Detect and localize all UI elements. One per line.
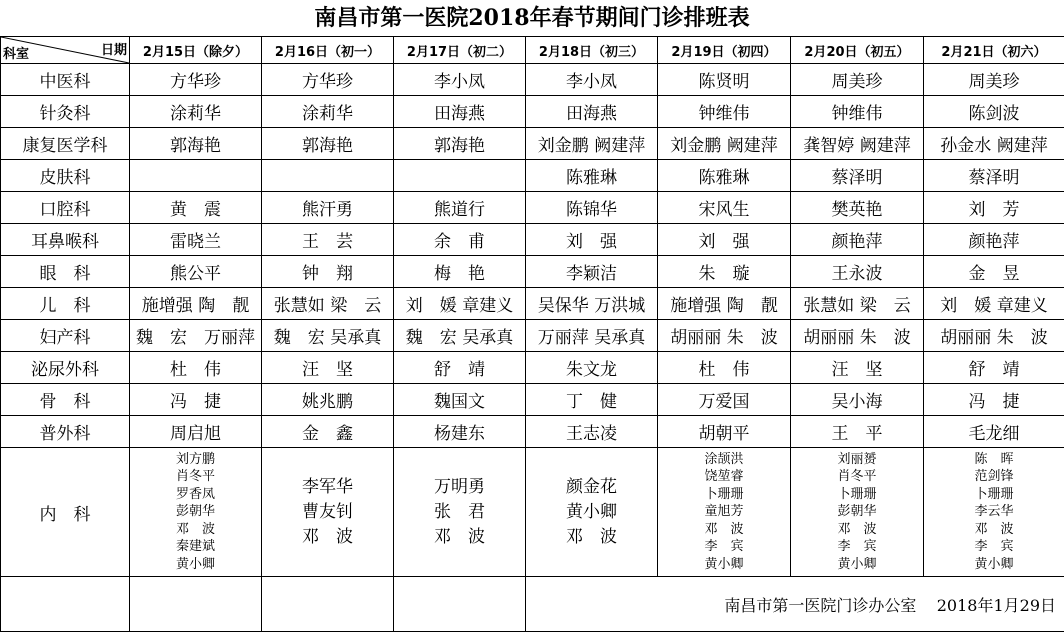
date-header: 2月19日（初四） <box>658 37 791 64</box>
doctor-name: 李 宾 <box>837 539 877 555</box>
doctor-name: 邓 波 <box>837 521 877 537</box>
doctor-name: 童旭芳 <box>704 504 744 520</box>
duty-cell: 陈雅琳 <box>526 160 658 192</box>
empty-cell <box>262 577 394 632</box>
duty-cell: 余 甫 <box>394 224 526 256</box>
table-row <box>1 224 1064 256</box>
dept-name: 中医科 <box>1 64 130 96</box>
duty-cell: 涂莉华 <box>262 96 394 128</box>
duty-cell: 吴小海 <box>791 384 924 416</box>
dept-name: 口腔科 <box>1 192 130 224</box>
doctor-name: 彭朝华 <box>175 504 215 520</box>
date-header: 2月17日（初二） <box>394 37 526 64</box>
duty-cell: 汪 坚 <box>791 352 924 384</box>
duty-cell: 张慧如 梁 云 <box>791 288 924 320</box>
duty-cell: 毛龙细 <box>924 416 1064 448</box>
duty-cell <box>924 448 1064 577</box>
doctor-name: 邓 波 <box>974 521 1014 537</box>
duty-cell: 吴保华 万洪城 <box>526 288 658 320</box>
duty-cell <box>526 448 658 577</box>
duty-cell: 熊汗勇 <box>262 192 394 224</box>
date-header: 2月21日（初六） <box>924 37 1064 64</box>
duty-cell: 舒 靖 <box>924 352 1064 384</box>
duty-cell: 黄 震 <box>130 192 262 224</box>
dept-name: 康复医学科 <box>1 128 130 160</box>
doctor-name: 张 君 <box>434 501 485 522</box>
table-row <box>1 96 1064 128</box>
corner-cell <box>1 37 130 64</box>
duty-cell: 熊道行 <box>394 192 526 224</box>
doctor-name: 肖冬平 <box>175 469 215 485</box>
duty-cell: 田海燕 <box>394 96 526 128</box>
dept-name: 骨 科 <box>1 384 130 416</box>
footer-office: 南昌市第一医院门诊办公室 <box>724 595 917 615</box>
duty-cell: 魏国文 <box>394 384 526 416</box>
spacer <box>916 596 936 615</box>
doctor-name: 黄小卿 <box>175 556 215 572</box>
duty-cell: 丁 健 <box>526 384 658 416</box>
duty-cell: 郭海艳 <box>262 128 394 160</box>
duty-cell: 陈贤明 <box>658 64 791 96</box>
duty-cell: 万丽萍 吴承真 <box>526 320 658 352</box>
table-row <box>1 64 1064 96</box>
duty-cell: 熊公平 <box>130 256 262 288</box>
duty-cell: 郭海艳 <box>130 128 262 160</box>
duty-cell: 刘 芳 <box>924 192 1064 224</box>
duty-cell: 雷晓兰 <box>130 224 262 256</box>
doctor-name: 黄小卿 <box>974 556 1014 572</box>
duty-cell: 王 平 <box>791 416 924 448</box>
duty-cell: 宋风生 <box>658 192 791 224</box>
duty-cell <box>130 160 262 192</box>
doctor-name: 范剑锋 <box>974 469 1014 485</box>
duty-cell: 万爱国 <box>658 384 791 416</box>
table-row <box>1 192 1064 224</box>
table-row <box>1 384 1064 416</box>
duty-cell: 胡丽丽 朱 波 <box>924 320 1064 352</box>
duty-cell: 王永波 <box>791 256 924 288</box>
dept-name: 妇产科 <box>1 320 130 352</box>
dept-name: 儿 科 <box>1 288 130 320</box>
dept-name: 皮肤科 <box>1 160 130 192</box>
doctor-name: 李 宾 <box>974 539 1014 555</box>
duty-cell: 陈雅琳 <box>658 160 791 192</box>
doctor-name: 刘方鹏 <box>175 451 215 467</box>
duty-cell: 钟维伟 <box>658 96 791 128</box>
doctor-name: 曹友钊 <box>302 501 353 522</box>
duty-cell: 方华珍 <box>130 64 262 96</box>
table-row <box>1 128 1064 160</box>
doctor-name: 邓 波 <box>566 526 617 547</box>
doctor-name: 彭朝华 <box>837 504 877 520</box>
footer-row <box>1 577 1064 632</box>
duty-cell: 胡丽丽 朱 波 <box>791 320 924 352</box>
doctor-name: 万明勇 <box>434 476 485 497</box>
duty-cell: 杜 伟 <box>130 352 262 384</box>
doctor-name: 邓 波 <box>302 526 353 547</box>
duty-cell: 朱文龙 <box>526 352 658 384</box>
footer-date: 2018年1月29日 <box>936 595 1056 615</box>
dept-name: 内 科 <box>1 448 130 577</box>
table-row <box>1 256 1064 288</box>
doctor-name: 黄小卿 <box>837 556 877 572</box>
date-header: 2月20日（初五） <box>791 37 924 64</box>
duty-cell: 郭海艳 <box>394 128 526 160</box>
doctor-name: 卜珊珊 <box>704 486 744 502</box>
duty-cell: 胡丽丽 朱 波 <box>658 320 791 352</box>
duty-cell: 方华珍 <box>262 64 394 96</box>
doctor-name: 秦建斌 <box>175 539 215 555</box>
table-row <box>1 160 1064 192</box>
doctor-name: 卜珊珊 <box>837 486 877 502</box>
table-row <box>1 288 1064 320</box>
doctor-name: 罗香凤 <box>175 486 215 502</box>
duty-cell: 魏 宏 吴承真 <box>262 320 394 352</box>
duty-cell: 朱 璇 <box>658 256 791 288</box>
dept-name: 眼 科 <box>1 256 130 288</box>
duty-cell <box>394 160 526 192</box>
duty-cell: 施增强 陶 靓 <box>130 288 262 320</box>
doctor-name: 李云华 <box>974 504 1014 520</box>
empty-cell <box>130 577 262 632</box>
duty-cell: 金 昱 <box>924 256 1064 288</box>
doctor-name: 饶堃睿 <box>704 469 744 485</box>
doctor-name: 刘丽赟 <box>837 451 877 467</box>
duty-cell: 魏 宏 万丽萍 <box>130 320 262 352</box>
doctor-name: 邓 波 <box>175 521 215 537</box>
duty-cell <box>262 448 394 577</box>
duty-cell: 舒 靖 <box>394 352 526 384</box>
date-header: 2月18日（初三） <box>526 37 658 64</box>
empty-cell <box>394 577 526 632</box>
duty-cell <box>658 448 791 577</box>
doctor-name: 颜金花 <box>566 476 617 497</box>
corner-date-label: 日期 <box>100 43 127 58</box>
duty-cell: 刘金鹏 阙建萍 <box>526 128 658 160</box>
duty-cell: 李小凤 <box>526 64 658 96</box>
duty-cell: 金 鑫 <box>262 416 394 448</box>
dept-name: 泌尿外科 <box>1 352 130 384</box>
duty-cell: 施增强 陶 靓 <box>658 288 791 320</box>
duty-cell: 杨建东 <box>394 416 526 448</box>
doctor-name: 黄小卿 <box>566 501 617 522</box>
duty-cell: 杜 伟 <box>658 352 791 384</box>
duty-cell: 周启旭 <box>130 416 262 448</box>
doctor-name: 李军华 <box>302 476 353 497</box>
duty-cell: 王 芸 <box>262 224 394 256</box>
duty-cell: 刘 强 <box>526 224 658 256</box>
duty-cell: 张慧如 梁 云 <box>262 288 394 320</box>
table-row <box>1 352 1064 384</box>
duty-cell: 姚兆鹏 <box>262 384 394 416</box>
table-row-internal-medicine <box>1 448 1064 577</box>
dept-name: 普外科 <box>1 416 130 448</box>
dept-name: 针灸科 <box>1 96 130 128</box>
doctor-name: 陈 晖 <box>974 451 1014 467</box>
duty-cell <box>130 448 262 577</box>
duty-cell: 陈锦华 <box>526 192 658 224</box>
duty-cell: 钟维伟 <box>791 96 924 128</box>
doctor-name: 卜珊珊 <box>974 486 1014 502</box>
duty-cell: 刘 强 <box>658 224 791 256</box>
duty-cell: 梅 艳 <box>394 256 526 288</box>
duty-cell: 蔡泽明 <box>791 160 924 192</box>
doctor-name: 李 宾 <box>704 539 744 555</box>
duty-cell: 李颖洁 <box>526 256 658 288</box>
empty-cell <box>1 577 130 632</box>
duty-cell: 魏 宏 吴承真 <box>394 320 526 352</box>
doctor-name: 邓 波 <box>704 521 744 537</box>
duty-cell <box>262 160 394 192</box>
doctor-name: 涂颉洪 <box>704 451 744 467</box>
duty-cell: 颜艳萍 <box>924 224 1064 256</box>
duty-cell: 汪 坚 <box>262 352 394 384</box>
duty-cell: 冯 捷 <box>924 384 1064 416</box>
duty-cell: 陈剑波 <box>924 96 1064 128</box>
duty-cell <box>791 448 924 577</box>
duty-cell: 颜艳萍 <box>791 224 924 256</box>
duty-cell: 刘 媛 章建义 <box>394 288 526 320</box>
duty-cell: 田海燕 <box>526 96 658 128</box>
duty-cell: 刘金鹏 阙建萍 <box>658 128 791 160</box>
duty-cell: 龚智婷 阙建萍 <box>791 128 924 160</box>
duty-cell: 周美珍 <box>924 64 1064 96</box>
page-title: 南昌市第一医院2018年春节期间门诊排班表 <box>0 0 1064 37</box>
duty-cell: 蔡泽明 <box>924 160 1064 192</box>
duty-cell: 孙金水 阙建萍 <box>924 128 1064 160</box>
dept-name: 耳鼻喉科 <box>1 224 130 256</box>
duty-cell: 冯 捷 <box>130 384 262 416</box>
doctor-name: 黄小卿 <box>704 556 744 572</box>
duty-cell <box>394 448 526 577</box>
duty-cell: 刘 媛 章建义 <box>924 288 1064 320</box>
table-row <box>1 320 1064 352</box>
duty-cell: 周美珍 <box>791 64 924 96</box>
duty-cell: 钟 翔 <box>262 256 394 288</box>
duty-cell: 涂莉华 <box>130 96 262 128</box>
table-row <box>1 416 1064 448</box>
corner-dept-label: 科室 <box>3 47 30 62</box>
schedule-table <box>0 36 1064 632</box>
duty-cell: 樊英艳 <box>791 192 924 224</box>
doctor-name: 邓 波 <box>434 526 485 547</box>
date-header: 2月15日（除夕） <box>130 37 262 64</box>
duty-cell: 李小凤 <box>394 64 526 96</box>
duty-cell: 王志凌 <box>526 416 658 448</box>
header-row <box>1 37 1064 64</box>
footer-note <box>526 577 1064 632</box>
duty-cell: 胡朝平 <box>658 416 791 448</box>
date-header: 2月16日（初一） <box>262 37 394 64</box>
doctor-name: 肖冬平 <box>837 469 877 485</box>
